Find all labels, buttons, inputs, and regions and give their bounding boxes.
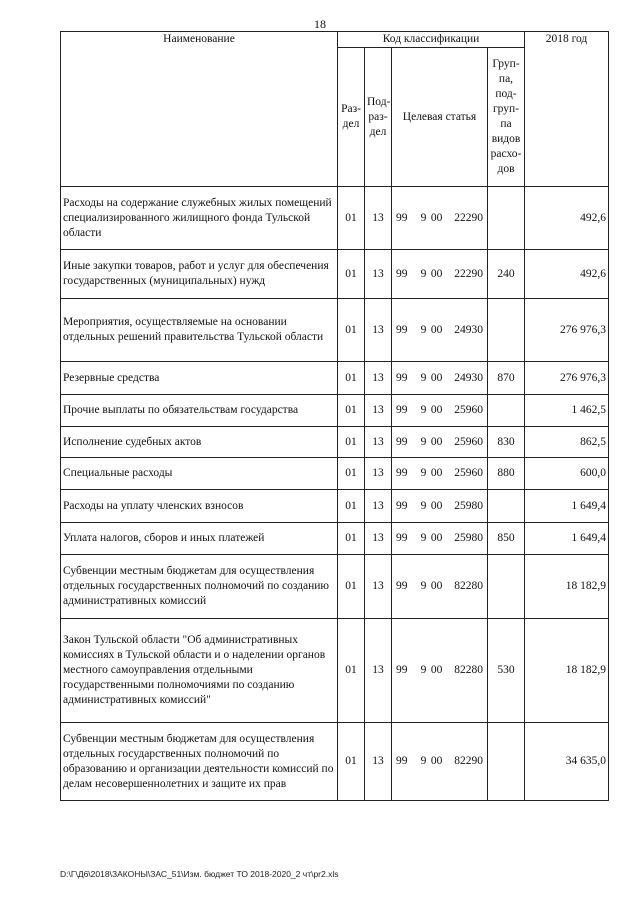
- row-name: Расходы на уплату членских взносов: [61, 490, 338, 523]
- row-target-program: 99: [396, 267, 408, 280]
- row-razdel: 01: [338, 187, 365, 250]
- row-podrazdel: 13: [365, 555, 392, 619]
- row-podrazdel: 13: [365, 619, 392, 723]
- row-target-subprogram: 9: [420, 532, 427, 544]
- row-name: Резервные средства: [61, 362, 338, 395]
- row-target-subprogram: 9: [420, 323, 427, 336]
- budget-table: [60, 31, 609, 801]
- row-razdel: 01: [338, 427, 365, 458]
- row-target-event: 00: [430, 532, 443, 544]
- table-row: [61, 187, 609, 250]
- row-target-event: 00: [430, 267, 443, 280]
- row-razdel: 01: [338, 299, 365, 362]
- row-target-program: 99: [396, 435, 408, 448]
- header-year: 2018 год: [525, 32, 609, 187]
- row-amount: 18 182,9: [525, 555, 609, 619]
- table-row: [61, 619, 609, 723]
- table-row: [61, 395, 609, 427]
- row-target-program: 99: [396, 580, 408, 592]
- row-amount: 276 976,3: [525, 299, 609, 362]
- row-amount: 600,0: [525, 458, 609, 490]
- row-target: [392, 619, 488, 723]
- row-podrazdel: 13: [365, 187, 392, 250]
- row-group: [488, 299, 525, 362]
- row-podrazdel: 13: [365, 395, 392, 427]
- row-target-direction: 25980: [454, 532, 483, 544]
- row-target: [392, 555, 488, 619]
- row-target-direction: 25960: [454, 467, 483, 479]
- row-razdel: 01: [338, 362, 365, 395]
- row-target-event: 00: [430, 499, 443, 512]
- row-name: Иные закупки товаров, работ и услуг для обеспечения государственных (муниципальных) нужд: [61, 250, 338, 299]
- header-classification: Код классификации: [338, 32, 525, 48]
- row-podrazdel: 13: [365, 723, 392, 801]
- header-target: Целевая статья: [392, 48, 488, 187]
- row-name: Субвенции местным бюджетам для осуществления отдельных государственных полномочий по образованию и организации деятельности комиссий по делам несовершеннолетних и защите их прав: [61, 723, 338, 801]
- row-target-direction: 82280: [454, 664, 483, 676]
- table-row: [61, 490, 609, 523]
- row-target-event: 00: [430, 371, 443, 384]
- row-target: [392, 299, 488, 362]
- table-header: [61, 32, 609, 187]
- row-target: [392, 187, 488, 250]
- file-path-footer: D:\Г\Д6\2018\ЗАКОНЫ\ЗАС_51\Изм. бюджет ТО 2018-2020_2 чт\pr2.xls: [60, 869, 339, 879]
- row-target-subprogram: 9: [420, 371, 427, 384]
- header-razdel: Раз- дел: [338, 48, 365, 187]
- row-group: 880: [488, 458, 525, 490]
- row-target-direction: 24930: [454, 371, 483, 384]
- row-podrazdel: 13: [365, 523, 392, 555]
- row-target-event: 00: [430, 467, 443, 479]
- row-razdel: 01: [338, 250, 365, 299]
- row-target-subprogram: 9: [420, 755, 427, 767]
- row-name: Мероприятия, осуществляемые на основании отдельных решений правительства Тульской области: [61, 299, 338, 362]
- row-target-subprogram: 9: [420, 467, 427, 479]
- row-amount: 1 649,4: [525, 490, 609, 523]
- row-target-direction: 25960: [454, 435, 483, 448]
- row-group: [488, 723, 525, 801]
- header-name: Наименование: [61, 32, 338, 187]
- row-target-subprogram: 9: [420, 435, 427, 448]
- row-target: [392, 362, 488, 395]
- row-target: [392, 395, 488, 427]
- row-razdel: 01: [338, 458, 365, 490]
- table-row: [61, 523, 609, 555]
- row-name: Исполнение судебных актов: [61, 427, 338, 458]
- row-target-event: 00: [430, 323, 443, 336]
- row-target: [392, 427, 488, 458]
- row-amount: 1 462,5: [525, 395, 609, 427]
- row-podrazdel: 13: [365, 427, 392, 458]
- row-group: [488, 555, 525, 619]
- row-target-direction: 22290: [454, 267, 483, 280]
- table-row: [61, 362, 609, 395]
- row-target-event: 00: [430, 211, 443, 224]
- row-group: [488, 187, 525, 250]
- row-target: [392, 458, 488, 490]
- row-amount: 862,5: [525, 427, 609, 458]
- row-razdel: 01: [338, 723, 365, 801]
- row-group: [488, 490, 525, 523]
- row-target-direction: 82290: [454, 755, 483, 767]
- row-razdel: 01: [338, 490, 365, 523]
- row-target-program: 99: [396, 532, 408, 544]
- row-group: 240: [488, 250, 525, 299]
- table-row: [61, 555, 609, 619]
- header-group: Груп- па, под- груп- па видов расхо- дов: [488, 48, 525, 187]
- row-podrazdel: 13: [365, 299, 392, 362]
- table-row: [61, 299, 609, 362]
- row-name: Расходы на содержание служебных жилых помещений специализированного жилищного фонда Тульской области: [61, 187, 338, 250]
- table-row: [61, 458, 609, 490]
- row-name: Закон Тульской области "Об административных комиссиях в Тульской области и о наделении органов местного самоуправления отдельными государственными полномочиями по созданию административных комиссий": [61, 619, 338, 723]
- row-target-subprogram: 9: [420, 580, 427, 592]
- row-target-direction: 25960: [454, 404, 483, 416]
- row-name: Специальные расходы: [61, 458, 338, 490]
- row-podrazdel: 13: [365, 458, 392, 490]
- header-podrazdel: Под- раз- дел: [365, 48, 392, 187]
- row-amount: 18 182,9: [525, 619, 609, 723]
- row-target-program: 99: [396, 499, 408, 512]
- row-target-subprogram: 9: [420, 664, 427, 676]
- row-target-event: 00: [430, 580, 443, 592]
- row-target-direction: 24930: [454, 323, 483, 336]
- table-row: [61, 250, 609, 299]
- row-amount: 34 635,0: [525, 723, 609, 801]
- page-number: 18: [314, 17, 326, 31]
- row-podrazdel: 13: [365, 490, 392, 523]
- row-target: [392, 723, 488, 801]
- row-amount: 492,6: [525, 187, 609, 250]
- row-group: 850: [488, 523, 525, 555]
- row-target-subprogram: 9: [420, 267, 427, 280]
- row-razdel: 01: [338, 395, 365, 427]
- row-target-direction: 22290: [454, 211, 483, 224]
- row-target-event: 00: [430, 664, 443, 676]
- row-target-program: 99: [396, 404, 408, 416]
- row-target-subprogram: 9: [420, 211, 427, 224]
- row-target-event: 00: [430, 435, 443, 448]
- row-group: [488, 395, 525, 427]
- row-amount: 492,6: [525, 250, 609, 299]
- row-target-program: 99: [396, 467, 408, 479]
- row-amount: 276 976,3: [525, 362, 609, 395]
- row-name: Уплата налогов, сборов и иных платежей: [61, 523, 338, 555]
- row-target-program: 99: [396, 211, 408, 224]
- row-target-subprogram: 9: [420, 404, 427, 416]
- row-target-program: 99: [396, 323, 408, 336]
- row-podrazdel: 13: [365, 362, 392, 395]
- row-razdel: 01: [338, 619, 365, 723]
- row-target: [392, 523, 488, 555]
- row-group: 870: [488, 362, 525, 395]
- table-row: [61, 427, 609, 458]
- row-target-program: 99: [396, 664, 408, 676]
- row-razdel: 01: [338, 523, 365, 555]
- row-target-event: 00: [430, 755, 443, 767]
- row-target-event: 00: [430, 404, 443, 416]
- row-group: 530: [488, 619, 525, 723]
- table-row: [61, 723, 609, 801]
- row-group: 830: [488, 427, 525, 458]
- row-name: Прочие выплаты по обязательствам государства: [61, 395, 338, 427]
- row-amount: 1 649,4: [525, 523, 609, 555]
- row-target-direction: 25980: [454, 499, 483, 512]
- table-body: [61, 187, 609, 801]
- row-target-subprogram: 9: [420, 499, 427, 512]
- row-razdel: 01: [338, 555, 365, 619]
- row-name: Субвенции местным бюджетам для осуществления отдельных государственных полномочий по созданию административных комиссий: [61, 555, 338, 619]
- row-podrazdel: 13: [365, 250, 392, 299]
- row-target: [392, 250, 488, 299]
- row-target: [392, 490, 488, 523]
- row-target-program: 99: [396, 755, 408, 767]
- row-target-direction: 82280: [454, 580, 483, 592]
- row-target-program: 99: [396, 371, 408, 384]
